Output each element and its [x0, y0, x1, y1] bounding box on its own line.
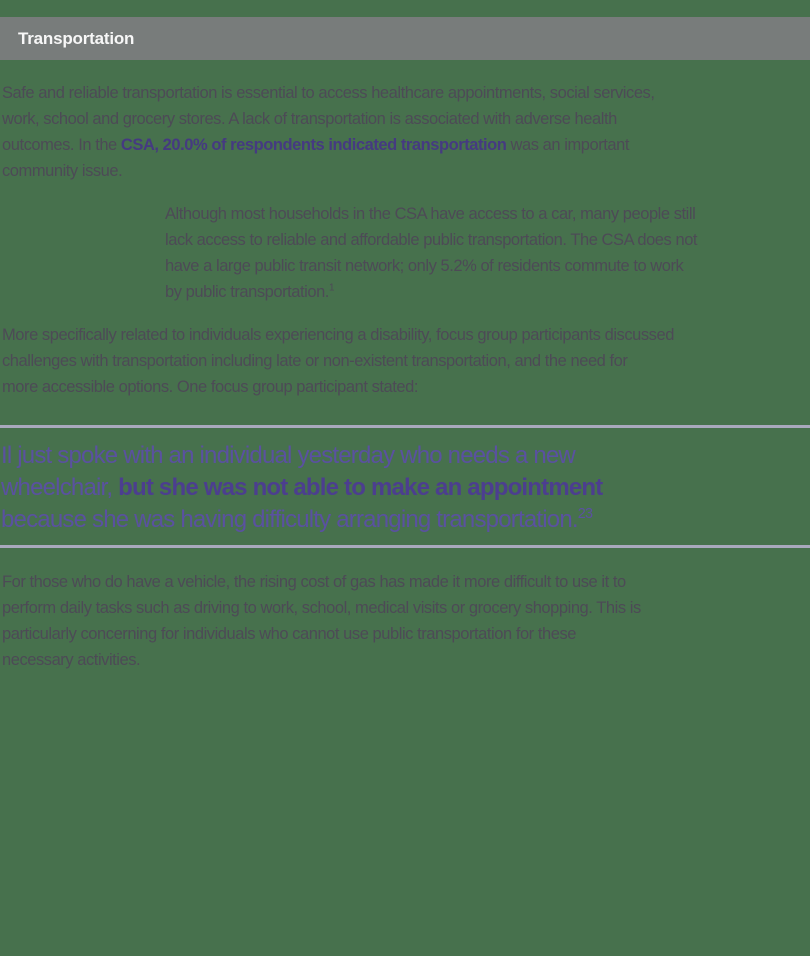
paragraph-line: Although most households in the CSA have access to a car, many people still: [165, 205, 696, 223]
quote-divider-top: [0, 425, 810, 428]
pull-quote: [1, 440, 602, 536]
body-paragraph-indented: [165, 201, 697, 305]
section-title: Transportation: [18, 28, 135, 48]
paragraph-line: community issue.: [2, 162, 123, 180]
quote-emphasis: but she was not able to make an appointment: [118, 474, 603, 501]
footnote-marker: 23: [577, 506, 593, 522]
body-paragraph-disability: [2, 322, 674, 400]
paragraph-line: lack access to reliable and affordable public transportation. The CSA does not: [165, 231, 698, 249]
paragraph-text: by public transportation.: [165, 283, 329, 301]
section-header-bar: [0, 17, 810, 60]
quote-line: [1, 472, 602, 504]
paragraph-line: For those who do have a vehicle, the rising cost of gas has made it more difficult to use it to: [2, 573, 626, 591]
quote-divider-bottom: [0, 545, 810, 548]
paragraph-line: More specifically related to individuals experiencing a disability, focus group participants discussed: [2, 326, 674, 344]
highlighted-statistic: CSA, 20.0% of respondents indicated transportation: [120, 136, 507, 154]
paragraph-line: have a large public transit network; only 5.2% of residents commute to work: [165, 257, 684, 275]
paragraph-line: necessary activities.: [2, 651, 141, 669]
paragraph-line: particularly concerning for individuals who cannot use public transportation for these: [2, 625, 576, 643]
paragraph-text: outcomes. In the: [2, 136, 121, 154]
paragraph-text: was an important: [506, 136, 629, 154]
paragraph-line: [165, 279, 697, 305]
paragraph-line: perform daily tasks such as driving to work, school, medical visits or grocery shopping. This is: [2, 599, 641, 617]
quote-line: Il just spoke with an individual yesterday who needs a new: [1, 442, 575, 469]
quote-text: wheelchair,: [1, 474, 119, 501]
paragraph-line: work, school and grocery stores. A lack of transportation is associated with adverse health: [2, 110, 617, 128]
body-paragraph-intro: [2, 80, 654, 184]
quote-line: [1, 504, 602, 536]
footnote-marker: 1: [328, 282, 334, 294]
paragraph-line: Safe and reliable transportation is essential to access healthcare appointments, social services,: [2, 84, 655, 102]
paragraph-line: challenges with transportation including late or non-existent transportation, and the need for: [2, 352, 628, 370]
paragraph-line: more accessible options. One focus group participant stated:: [2, 378, 418, 396]
body-paragraph-vehicle: [2, 569, 641, 673]
quote-text: because she was having difficulty arranging transportation.: [1, 506, 578, 533]
paragraph-line: [2, 132, 654, 158]
